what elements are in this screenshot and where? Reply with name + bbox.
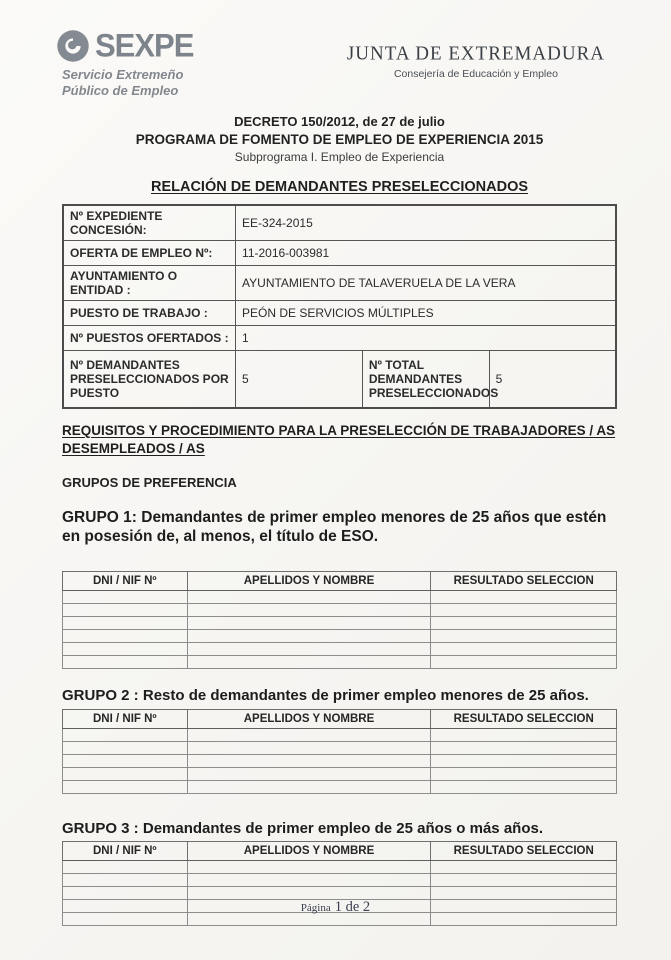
decree-heading bbox=[62, 114, 617, 164]
table-header-row bbox=[63, 571, 617, 590]
decree-line3: Subprograma I. Empleo de Experiencia bbox=[234, 149, 445, 164]
grupo2-table bbox=[62, 709, 617, 794]
row-label: Nº EXPEDIENTE CONCESIÓN: bbox=[63, 205, 236, 241]
row-label: OFERTA DE EMPLEO Nº: bbox=[63, 241, 236, 266]
empty-cell bbox=[63, 590, 188, 603]
empty-cell bbox=[63, 754, 188, 767]
column-header-nombre: APELLIDOS Y NOMBRE bbox=[187, 709, 431, 728]
column-header-nombre: APELLIDOS Y NOMBRE bbox=[187, 571, 431, 590]
empty-table-row bbox=[63, 874, 617, 887]
empty-cell bbox=[187, 741, 431, 754]
empty-table-row bbox=[63, 780, 617, 793]
row-label: PUESTO DE TRABAJO : bbox=[63, 301, 236, 326]
empty-cell bbox=[431, 728, 617, 741]
empty-cell bbox=[187, 861, 431, 874]
grupo2-title: GRUPO 2 : bbox=[62, 686, 139, 704]
row-label: Nº PUESTOS OFERTADOS : bbox=[63, 326, 236, 351]
empty-table-row bbox=[63, 590, 617, 603]
empty-cell bbox=[431, 616, 617, 629]
empty-cell bbox=[431, 590, 617, 603]
row-value: AYUNTAMIENTO DE TALAVERUELA DE LA VERA bbox=[236, 266, 616, 301]
empty-cell bbox=[431, 741, 617, 754]
grupo2-text: Resto de demandantes de primer empleo menores de 25 años. bbox=[138, 686, 589, 704]
empty-cell bbox=[63, 780, 188, 793]
empty-cell bbox=[187, 590, 431, 603]
empty-table-row bbox=[63, 603, 617, 616]
column-header-nombre: APELLIDOS Y NOMBRE bbox=[187, 842, 431, 861]
junta-logo bbox=[347, 43, 605, 80]
empty-cell bbox=[431, 874, 617, 887]
table-row bbox=[63, 301, 616, 326]
requisitos-heading-text: REQUISITOS Y PROCEDIMIENTO PARA LA PRESELECCIÓN DE TRABAJADORES / AS DESEMPLEADOS / AS bbox=[62, 422, 616, 456]
empty-table-row bbox=[63, 642, 617, 655]
empty-cell bbox=[63, 728, 188, 741]
empty-table-row bbox=[63, 629, 617, 642]
empty-table-row bbox=[63, 728, 617, 741]
empty-cell bbox=[63, 741, 188, 754]
decree-line2: PROGRAMA DE FOMENTO DE EMPLEO DE EXPERIENCIA 2015 bbox=[135, 131, 544, 147]
empty-cell bbox=[63, 655, 188, 668]
junta-subtitle: Consejería de Educación y Empleo bbox=[393, 68, 558, 80]
row-value: EE-324-2015 bbox=[236, 205, 616, 241]
empty-cell bbox=[431, 642, 617, 655]
row-label: Nº TOTAL DEMANDANTES PRESELECCIONADOS bbox=[362, 351, 489, 408]
row-value: 5 bbox=[236, 351, 363, 408]
empty-cell bbox=[431, 780, 617, 793]
grupo1-text: Demandantes de primer empleo menores de 25 años que estén en posesión de, al menos, el título de ESO. bbox=[62, 509, 607, 546]
empty-cell bbox=[431, 754, 617, 767]
sexpe-logo bbox=[56, 28, 193, 100]
page-header bbox=[0, 0, 671, 100]
column-header-resultado: RESULTADO SELECCION bbox=[431, 842, 617, 861]
empty-cell bbox=[431, 629, 617, 642]
sexpe-tagline-line2: Público de Empleo bbox=[62, 83, 179, 99]
grupo3-description bbox=[62, 820, 622, 839]
document-body bbox=[0, 114, 671, 926]
empty-table-row bbox=[63, 861, 617, 874]
empty-cell bbox=[63, 874, 188, 887]
junta-wordmark: JUNTA DE EXTREMADURA bbox=[346, 42, 605, 65]
empty-cell bbox=[187, 874, 431, 887]
empty-table-row bbox=[63, 616, 617, 629]
footer-page-number: 1 de 2 bbox=[334, 899, 371, 915]
page-title: RELACIÓN DE DEMANDANTES PRESELECCIONADOS bbox=[150, 179, 529, 196]
empty-cell bbox=[63, 861, 188, 874]
empty-cell bbox=[187, 767, 431, 780]
column-header-resultado: RESULTADO SELECCION bbox=[431, 571, 617, 590]
grupos-preferencia-heading: GRUPOS DE PREFERENCIA bbox=[62, 475, 237, 491]
sexpe-tagline bbox=[62, 67, 193, 100]
empty-cell bbox=[187, 655, 431, 668]
column-header-resultado: RESULTADO SELECCION bbox=[431, 709, 617, 728]
row-value: 5 bbox=[489, 351, 616, 408]
row-value: PEÓN DE SERVICIOS MÚLTIPLES bbox=[236, 301, 616, 326]
empty-table-row bbox=[63, 754, 617, 767]
grupo3-text: Demandantes de primer empleo de 25 años o más años. bbox=[138, 819, 543, 837]
sexpe-logo-top bbox=[56, 28, 193, 64]
table-header-row bbox=[63, 709, 617, 728]
empty-cell bbox=[431, 655, 617, 668]
empty-cell bbox=[187, 629, 431, 642]
table-row bbox=[63, 241, 616, 266]
empty-cell bbox=[187, 780, 431, 793]
empty-table-row bbox=[63, 741, 617, 754]
empty-cell bbox=[187, 754, 431, 767]
empty-cell bbox=[431, 767, 617, 780]
expediente-info-table bbox=[62, 204, 617, 409]
empty-cell bbox=[63, 629, 188, 642]
empty-cell bbox=[187, 603, 431, 616]
column-header-dni: DNI / NIF Nº bbox=[63, 842, 188, 861]
sexpe-tagline-line1: Servicio Extremeño bbox=[62, 67, 184, 82]
table-row bbox=[63, 205, 616, 241]
row-label: Nº DEMANDANTES PRESELECCIONADOS POR PUESTO bbox=[63, 351, 236, 408]
column-header-dni: DNI / NIF Nº bbox=[63, 709, 188, 728]
empty-table-row bbox=[63, 767, 617, 780]
table-row bbox=[63, 326, 616, 351]
grupo1-table bbox=[62, 571, 617, 669]
empty-cell bbox=[187, 616, 431, 629]
empty-cell bbox=[187, 728, 431, 741]
grupo1-description bbox=[62, 508, 622, 547]
row-label: AYUNTAMIENTO O ENTIDAD : bbox=[63, 266, 236, 301]
empty-table-row bbox=[63, 655, 617, 668]
grupo1-title: GRUPO 1: bbox=[62, 509, 137, 527]
sexpe-wordmark: SEXPE bbox=[95, 27, 194, 64]
empty-cell bbox=[63, 603, 188, 616]
page-footer bbox=[0, 898, 671, 916]
sexpe-swirl-icon bbox=[56, 29, 90, 63]
grupo3-title: GRUPO 3 : bbox=[62, 819, 139, 837]
empty-cell bbox=[431, 603, 617, 616]
requisitos-heading bbox=[62, 422, 617, 458]
table-row bbox=[63, 266, 616, 301]
table-row bbox=[63, 351, 616, 408]
footer-page-word: Página bbox=[300, 902, 331, 914]
row-value: 11-2016-003981 bbox=[236, 241, 616, 266]
empty-cell bbox=[187, 642, 431, 655]
empty-cell bbox=[63, 616, 188, 629]
empty-cell bbox=[63, 767, 188, 780]
decree-line1: DECRETO 150/2012, de 27 de julio bbox=[234, 114, 445, 129]
empty-cell bbox=[431, 861, 617, 874]
table-header-row bbox=[63, 842, 617, 861]
column-header-dni: DNI / NIF Nº bbox=[63, 571, 188, 590]
grupo2-description bbox=[62, 687, 622, 706]
empty-cell bbox=[63, 642, 188, 655]
row-value: 1 bbox=[236, 326, 616, 351]
